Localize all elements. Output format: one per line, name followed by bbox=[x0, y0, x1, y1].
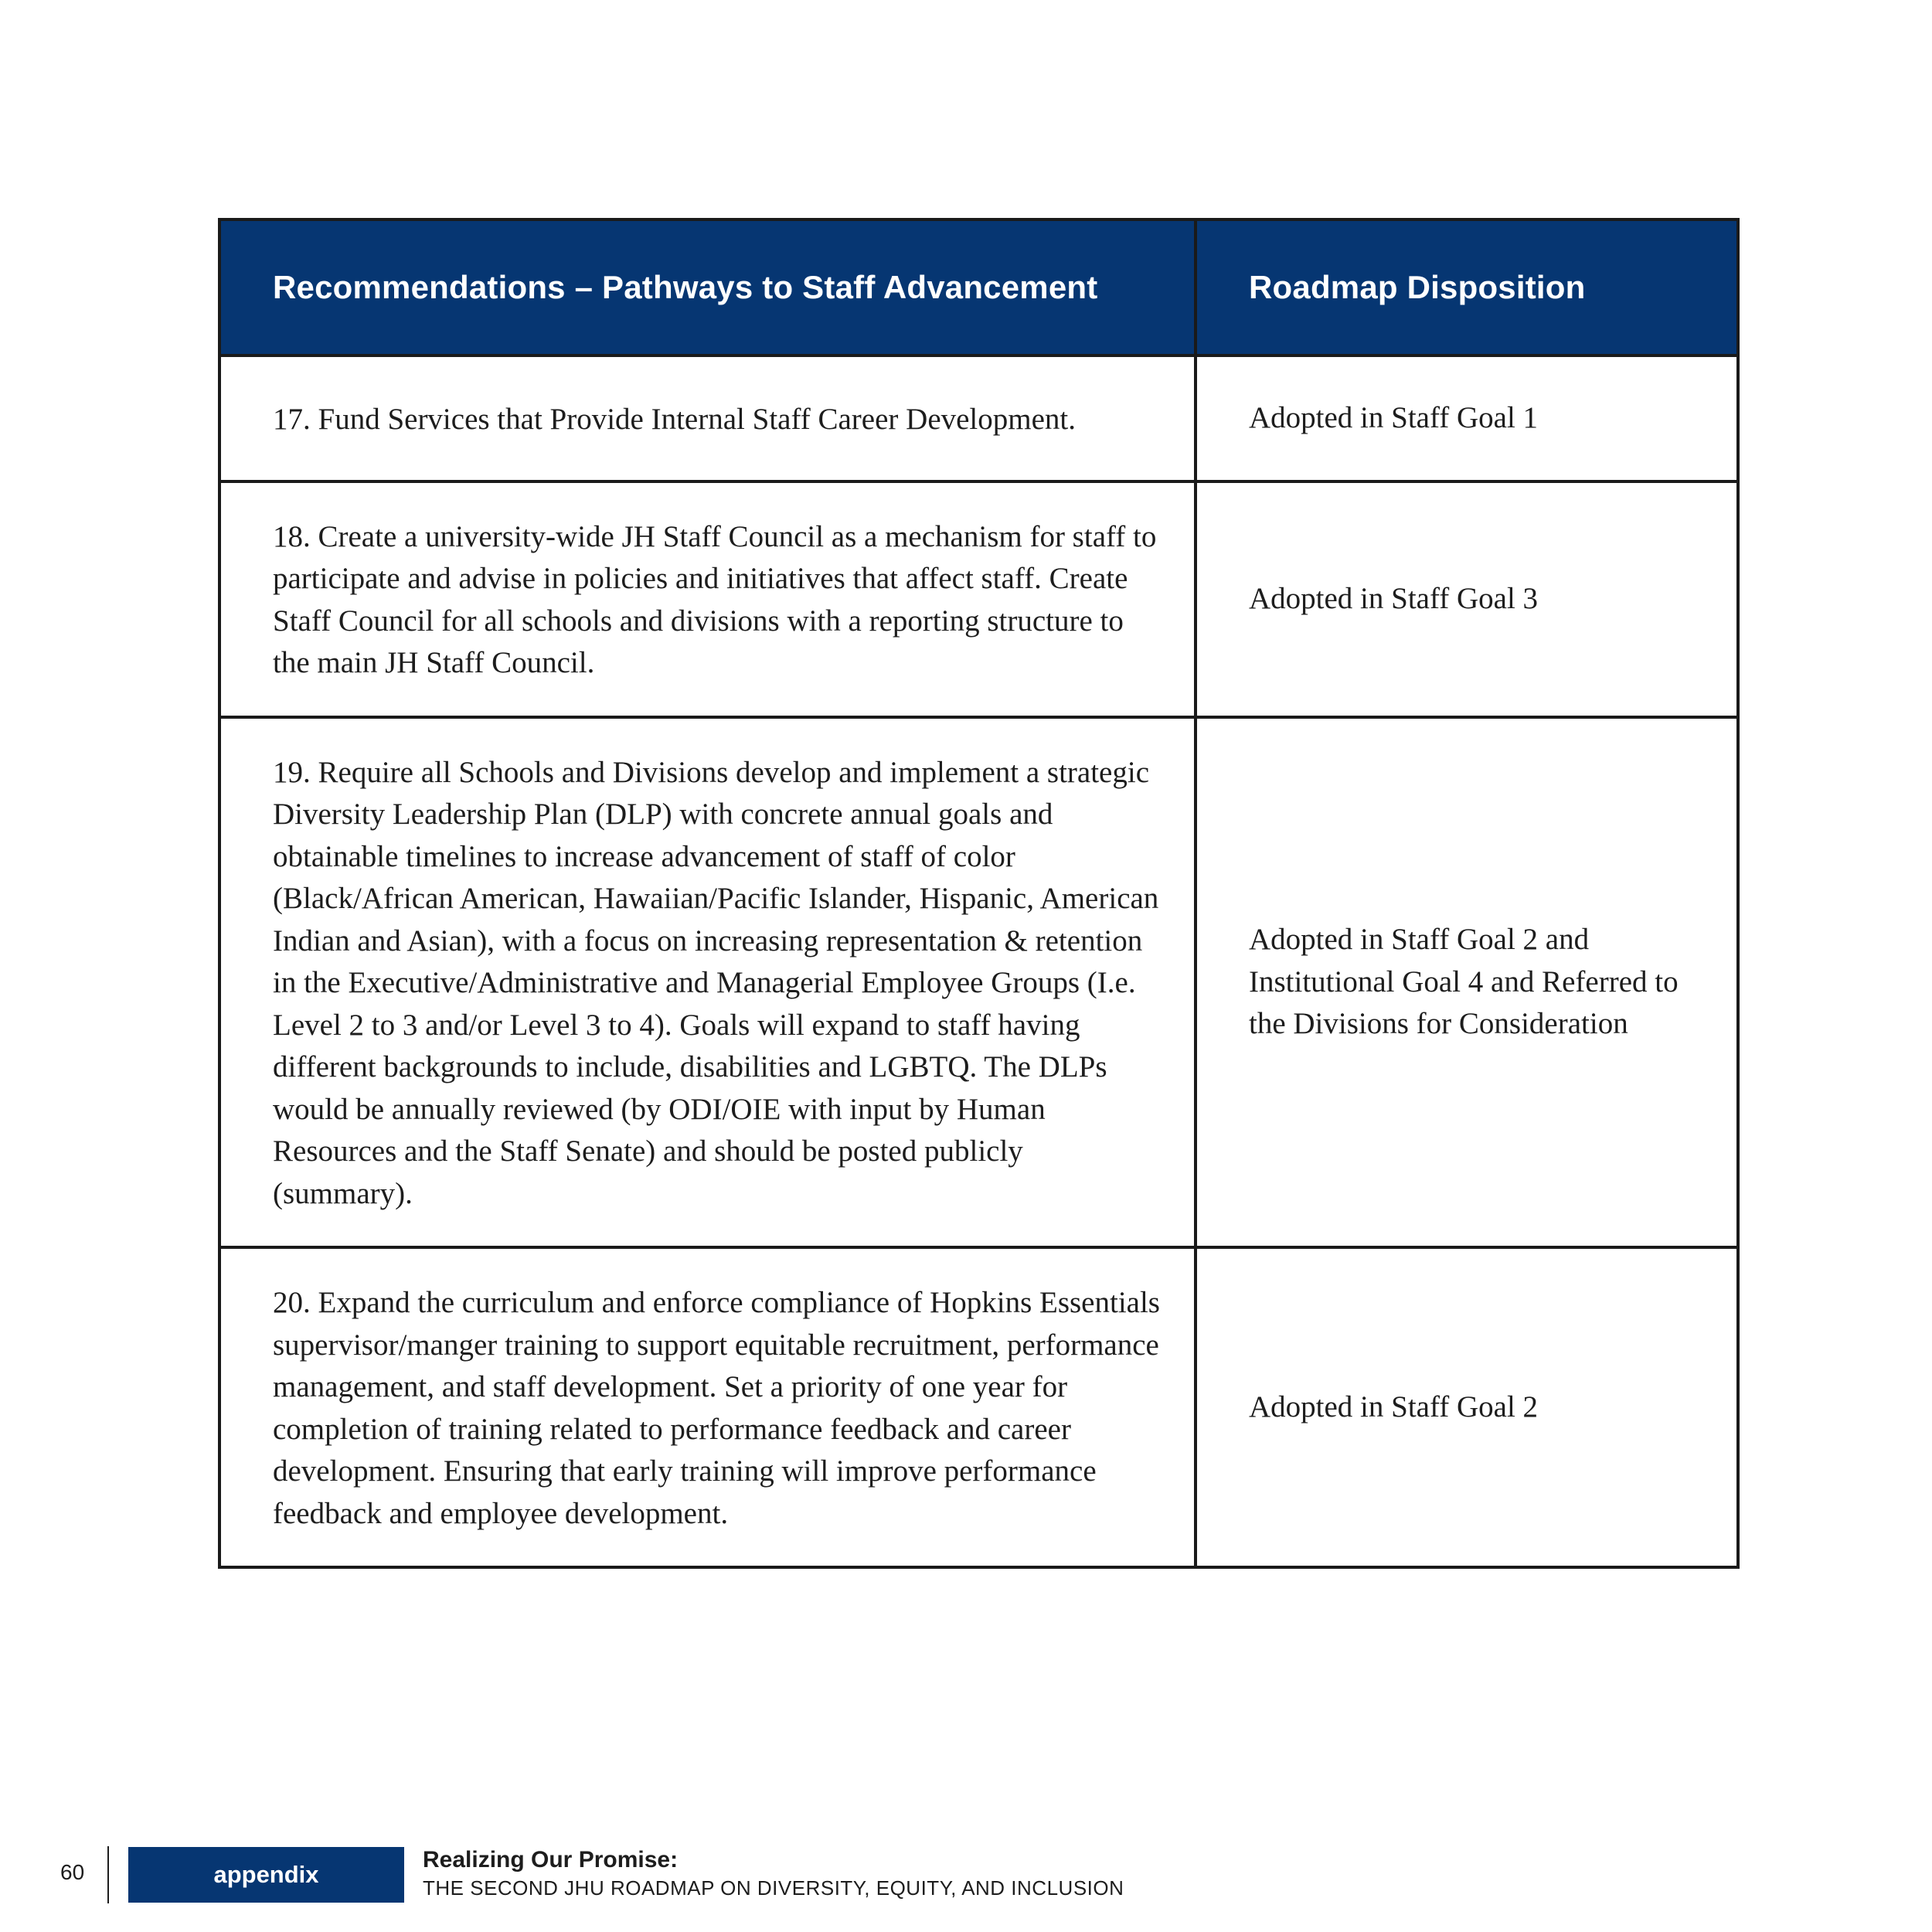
header-recommendations: Recommendations – Pathways to Staff Advancement bbox=[219, 219, 1196, 355]
table-row bbox=[219, 1247, 1738, 1567]
section-badge bbox=[128, 1847, 404, 1903]
recommendation-cell: 17. Fund Services that Provide Internal Staff Career Development. bbox=[219, 355, 1196, 481]
recommendations-table bbox=[218, 218, 1740, 1569]
header-disposition: Roadmap Disposition bbox=[1196, 219, 1738, 355]
document-subtitle: THE SECOND JHU ROADMAP ON DIVERSITY, EQUITY, AND INCLUSION bbox=[423, 1876, 1124, 1900]
disposition-cell: Adopted in Staff Goal 2 bbox=[1196, 1247, 1738, 1567]
section-label: appendix bbox=[213, 1861, 319, 1888]
disposition-cell: Adopted in Staff Goal 2 and Institutional Goal 4 and Referred to the Divisions for Consideration bbox=[1196, 717, 1738, 1248]
footer-divider bbox=[107, 1846, 109, 1903]
recommendation-cell: 18. Create a university-wide JH Staff Council as a mechanism for staff to participate and advise in policies and initiatives that affect staff. Create Staff Council for all schools and divisions with a reporting structure to the main JH Staff Council. bbox=[219, 481, 1196, 717]
recommendation-cell: 20. Expand the curriculum and enforce compliance of Hopkins Essentials supervisor/manger training to support equitable recruitment, performance management, and staff development. Set a priority of one year for completion of training related to performance feedback and career development. Ensuring that early training will improve performance feedback and employee development. bbox=[219, 1247, 1196, 1567]
table-row bbox=[219, 717, 1738, 1248]
table-row bbox=[219, 481, 1738, 717]
recommendation-cell: 19. Require all Schools and Divisions develop and implement a strategic Diversity Leadership Plan (DLP) with concrete annual goals and obtainable timelines to increase advancement of staff of color (Black/African American, Hawaiian/Pacific Islander, Hispanic, American Indian and Asian), with a focus on increasing representation & retention in the Executive/Administrative and Managerial Employee Groups (I.e. Level 2 to 3 and/or Level 3 to 4). Goals will expand to staff having different backgrounds to include, disabilities and LGBTQ. The DLPs would be annually reviewed (by ODI/OIE with input by Human Resources and the Staff Senate) and should be posted publicly (summary). bbox=[219, 717, 1196, 1248]
disposition-cell: Adopted in Staff Goal 3 bbox=[1196, 481, 1738, 717]
disposition-cell: Adopted in Staff Goal 1 bbox=[1196, 355, 1738, 481]
table-header-row bbox=[219, 219, 1738, 355]
page-number: 60 bbox=[60, 1860, 85, 1884]
table-row bbox=[219, 355, 1738, 481]
document-title: Realizing Our Promise: bbox=[423, 1847, 679, 1872]
